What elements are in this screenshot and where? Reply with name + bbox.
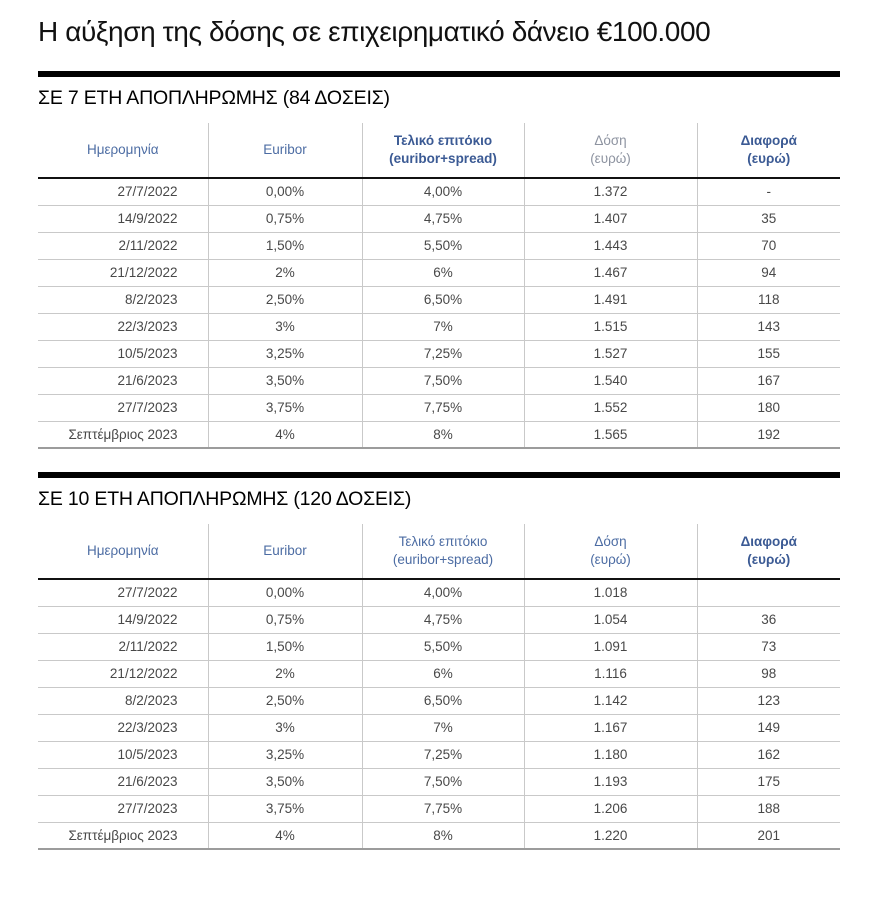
cell-difference: 94	[697, 259, 840, 286]
cell-euribor: 1,50%	[208, 633, 362, 660]
cell-euribor: 3,50%	[208, 367, 362, 394]
cell-date: 8/2/2023	[38, 687, 208, 714]
cell-installment: 1.091	[524, 633, 697, 660]
table-row	[38, 421, 840, 448]
table-row	[38, 178, 840, 205]
cell-difference: 36	[697, 606, 840, 633]
cell-final-rate: 7,50%	[362, 768, 524, 795]
cell-difference: 175	[697, 768, 840, 795]
cell-difference: 73	[697, 633, 840, 660]
cell-final-rate: 7%	[362, 313, 524, 340]
cell-installment: 1.467	[524, 259, 697, 286]
cell-date: 21/6/2023	[38, 768, 208, 795]
cell-date: Σεπτέμβριος 2023	[38, 421, 208, 448]
cell-date: 21/12/2022	[38, 660, 208, 687]
table-body	[38, 579, 840, 849]
table-row	[38, 714, 840, 741]
section-divider-bar	[38, 472, 840, 478]
cell-date: 14/9/2022	[38, 606, 208, 633]
cell-euribor: 4%	[208, 421, 362, 448]
cell-final-rate: 8%	[362, 421, 524, 448]
cell-installment: 1.116	[524, 660, 697, 687]
table-header-row	[38, 123, 840, 178]
table-row	[38, 259, 840, 286]
sections-container	[38, 71, 840, 850]
table-row	[38, 286, 840, 313]
column-header-difference: Διαφορά (ευρώ)	[740, 133, 797, 166]
cell-final-rate: 7,25%	[362, 741, 524, 768]
column-header-date: Ημερομηνία	[38, 524, 208, 579]
cell-installment: 1.054	[524, 606, 697, 633]
cell-final-rate: 5,50%	[362, 633, 524, 660]
cell-difference: 98	[697, 660, 840, 687]
section-title: ΣΕ 7 ΕΤΗ ΑΠΟΠΛΗΡΩΜΗΣ (84 ΔΟΣΕΙΣ)	[38, 87, 390, 109]
cell-difference: 123	[697, 687, 840, 714]
cell-difference: 192	[697, 421, 840, 448]
cell-installment: 1.167	[524, 714, 697, 741]
cell-installment: 1.540	[524, 367, 697, 394]
cell-date: 22/3/2023	[38, 714, 208, 741]
cell-euribor: 3%	[208, 714, 362, 741]
cell-final-rate: 7,25%	[362, 340, 524, 367]
loan-table	[38, 524, 840, 850]
cell-difference: 162	[697, 741, 840, 768]
cell-euribor: 3,25%	[208, 741, 362, 768]
cell-final-rate: 6,50%	[362, 286, 524, 313]
cell-difference: -	[697, 178, 840, 205]
cell-difference: 118	[697, 286, 840, 313]
cell-date: 27/7/2023	[38, 795, 208, 822]
table-header-row	[38, 524, 840, 579]
page-title: Η αύξηση της δόσης σε επιχειρηματικό δάνειο €100.000	[38, 16, 711, 47]
table-header	[38, 123, 840, 178]
column-header-installment: Δόση (ευρώ)	[524, 524, 697, 579]
table-row	[38, 795, 840, 822]
table-row	[38, 768, 840, 795]
cell-euribor: 3,25%	[208, 340, 362, 367]
cell-final-rate: 8%	[362, 822, 524, 849]
cell-euribor: 0,75%	[208, 606, 362, 633]
section-title: ΣΕ 10 ΕΤΗ ΑΠΟΠΛΗΡΩΜΗΣ (120 ΔΟΣΕΙΣ)	[38, 488, 412, 510]
cell-final-rate: 5,50%	[362, 232, 524, 259]
cell-final-rate: 7,50%	[362, 367, 524, 394]
table-row	[38, 822, 840, 849]
cell-difference: 201	[697, 822, 840, 849]
cell-installment: 1.206	[524, 795, 697, 822]
cell-installment: 1.565	[524, 421, 697, 448]
cell-difference: 180	[697, 394, 840, 421]
cell-difference: 155	[697, 340, 840, 367]
cell-date: Σεπτέμβριος 2023	[38, 822, 208, 849]
table-row	[38, 660, 840, 687]
table-row	[38, 633, 840, 660]
cell-difference: 188	[697, 795, 840, 822]
cell-date: 22/3/2023	[38, 313, 208, 340]
cell-installment: 1.407	[524, 205, 697, 232]
cell-difference	[697, 579, 840, 606]
section-divider-bar	[38, 71, 840, 77]
column-header-euribor: Euribor	[208, 123, 362, 178]
cell-date: 2/11/2022	[38, 232, 208, 259]
cell-installment: 1.515	[524, 313, 697, 340]
cell-difference: 149	[697, 714, 840, 741]
cell-difference: 35	[697, 205, 840, 232]
cell-euribor: 2,50%	[208, 286, 362, 313]
table-row	[38, 606, 840, 633]
table-row	[38, 340, 840, 367]
cell-date: 27/7/2023	[38, 394, 208, 421]
table-row	[38, 741, 840, 768]
cell-euribor: 2,50%	[208, 687, 362, 714]
cell-final-rate: 6,50%	[362, 687, 524, 714]
cell-date: 10/5/2023	[38, 741, 208, 768]
loan-section-2	[38, 472, 840, 850]
loan-infographic	[0, 16, 872, 850]
cell-euribor: 3,75%	[208, 394, 362, 421]
cell-installment: 1.527	[524, 340, 697, 367]
cell-installment: 1.491	[524, 286, 697, 313]
cell-euribor: 4%	[208, 822, 362, 849]
cell-final-rate: 7%	[362, 714, 524, 741]
cell-euribor: 3%	[208, 313, 362, 340]
table-body	[38, 178, 840, 448]
table-header	[38, 524, 840, 579]
cell-euribor: 1,50%	[208, 232, 362, 259]
cell-installment: 1.018	[524, 579, 697, 606]
cell-final-rate: 4,75%	[362, 606, 524, 633]
cell-final-rate: 4,75%	[362, 205, 524, 232]
cell-date: 21/12/2022	[38, 259, 208, 286]
cell-difference: 70	[697, 232, 840, 259]
cell-date: 14/9/2022	[38, 205, 208, 232]
cell-euribor: 2%	[208, 259, 362, 286]
table-row	[38, 687, 840, 714]
table-row	[38, 205, 840, 232]
cell-installment: 1.372	[524, 178, 697, 205]
cell-euribor: 0,00%	[208, 178, 362, 205]
cell-date: 10/5/2023	[38, 340, 208, 367]
cell-date: 27/7/2022	[38, 579, 208, 606]
cell-euribor: 0,75%	[208, 205, 362, 232]
column-header-final-rate: Τελικό επιτόκιο (euribor+spread)	[362, 524, 524, 579]
cell-final-rate: 6%	[362, 660, 524, 687]
cell-installment: 1.180	[524, 741, 697, 768]
column-header-installment: Δόση (ευρώ)	[524, 123, 697, 178]
cell-installment: 1.552	[524, 394, 697, 421]
column-header-date: Ημερομηνία	[38, 123, 208, 178]
cell-date: 27/7/2022	[38, 178, 208, 205]
cell-final-rate: 4,00%	[362, 178, 524, 205]
cell-difference: 167	[697, 367, 840, 394]
cell-installment: 1.142	[524, 687, 697, 714]
table-row	[38, 232, 840, 259]
cell-euribor: 3,50%	[208, 768, 362, 795]
table-row	[38, 394, 840, 421]
cell-date: 21/6/2023	[38, 367, 208, 394]
table-row	[38, 313, 840, 340]
cell-installment: 1.443	[524, 232, 697, 259]
cell-installment: 1.220	[524, 822, 697, 849]
table-row	[38, 579, 840, 606]
cell-final-rate: 7,75%	[362, 795, 524, 822]
loan-section-1	[38, 71, 840, 449]
cell-euribor: 3,75%	[208, 795, 362, 822]
cell-euribor: 2%	[208, 660, 362, 687]
cell-final-rate: 6%	[362, 259, 524, 286]
table-row	[38, 367, 840, 394]
cell-difference: 143	[697, 313, 840, 340]
cell-date: 8/2/2023	[38, 286, 208, 313]
cell-final-rate: 4,00%	[362, 579, 524, 606]
column-header-final-rate: Τελικό επιτόκιο (euribor+spread)	[362, 123, 524, 178]
loan-table	[38, 123, 840, 449]
column-header-difference: Διαφορά (ευρώ)	[740, 534, 797, 567]
cell-installment: 1.193	[524, 768, 697, 795]
column-header-euribor: Euribor	[208, 524, 362, 579]
cell-final-rate: 7,75%	[362, 394, 524, 421]
cell-date: 2/11/2022	[38, 633, 208, 660]
cell-euribor: 0,00%	[208, 579, 362, 606]
